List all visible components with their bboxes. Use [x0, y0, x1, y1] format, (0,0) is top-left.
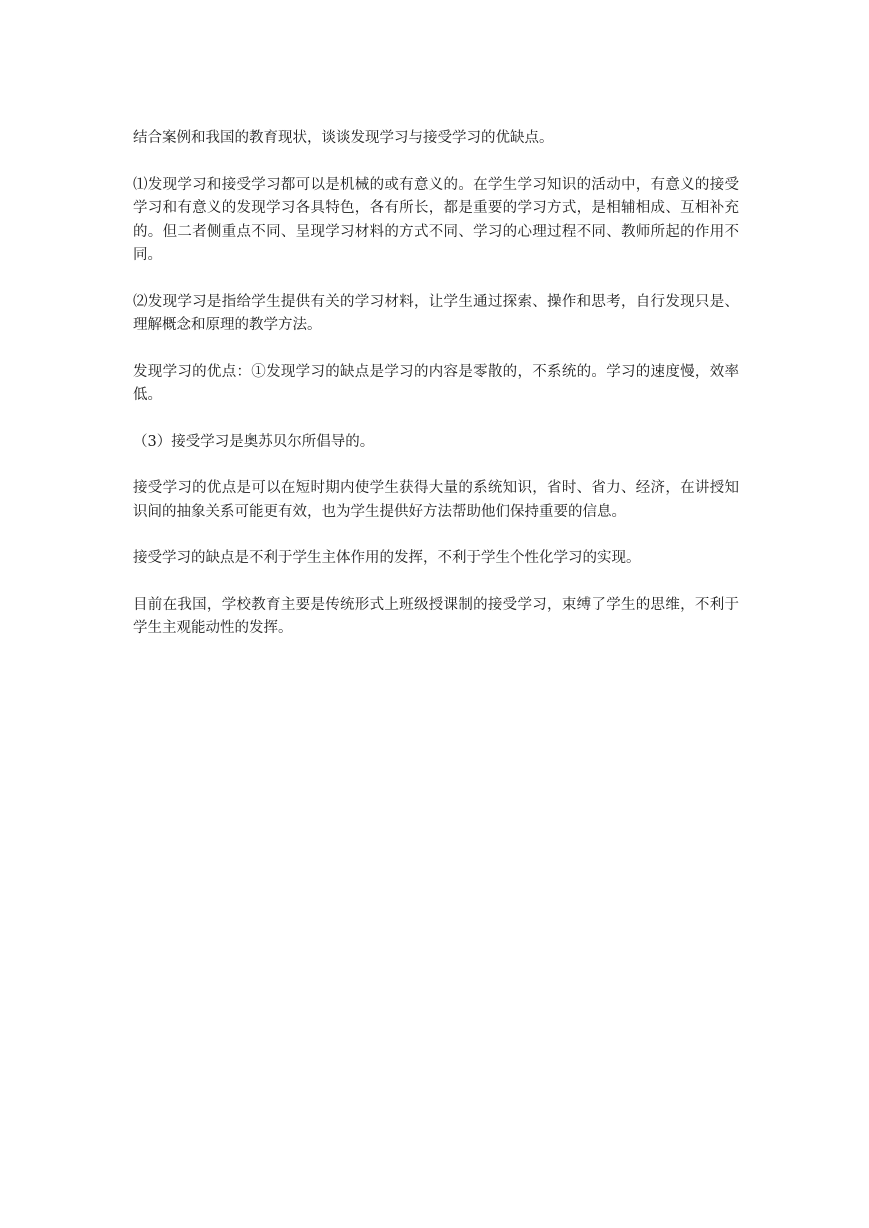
answer-paragraph-7: 目前在我国，学校教育主要是传统形式上班级授课制的接受学习，束缚了学生的思维，不利于学生主观能动性的发挥。 [133, 596, 739, 636]
document-body [133, 127, 739, 664]
question-paragraph: 结合案例和我国的教育现状，谈谈发现学习与接受学习的优缺点。 [133, 130, 554, 146]
answer-paragraph-2: ⑵发现学习是指给学生提供有关的学习材料，让学生通过探索、操作和思考，自行发现只是、理解概念和原理的教学方法。 [133, 293, 739, 333]
answer-paragraph-4: （3）接受学习是奥苏贝尔所倡导的。 [133, 433, 375, 450]
answer-paragraph-3: 发现学习的优点：①发现学习的缺点是学习的内容是零散的，不系统的。学习的速度慢，效率低。 [133, 363, 739, 403]
answer-paragraph-1: ⑴发现学习和接受学习都可以是机械的或有意义的。在学生学习知识的活动中，有意义的接受学习和有意义的发现学习各具特色，各有所长，都是重要的学习方式，是相辅相成、互相补充的。但二者侧重点不同、呈现学习材料的方式不同、学习的心理过程不同、教师所起的作用不同。 [133, 176, 739, 263]
answer-paragraph-5: 接受学习的优点是可以在短时期内使学生获得大量的系统知识，省时、省力、经济，在讲授知识间的抽象关系可能更有效，也为学生提供好方法帮助他们保持重要的信息。 [133, 480, 739, 520]
answer-paragraph-6: 接受学习的缺点是不利于学生主体作用的发挥，不利于学生个性化学习的实现。 [133, 550, 641, 566]
